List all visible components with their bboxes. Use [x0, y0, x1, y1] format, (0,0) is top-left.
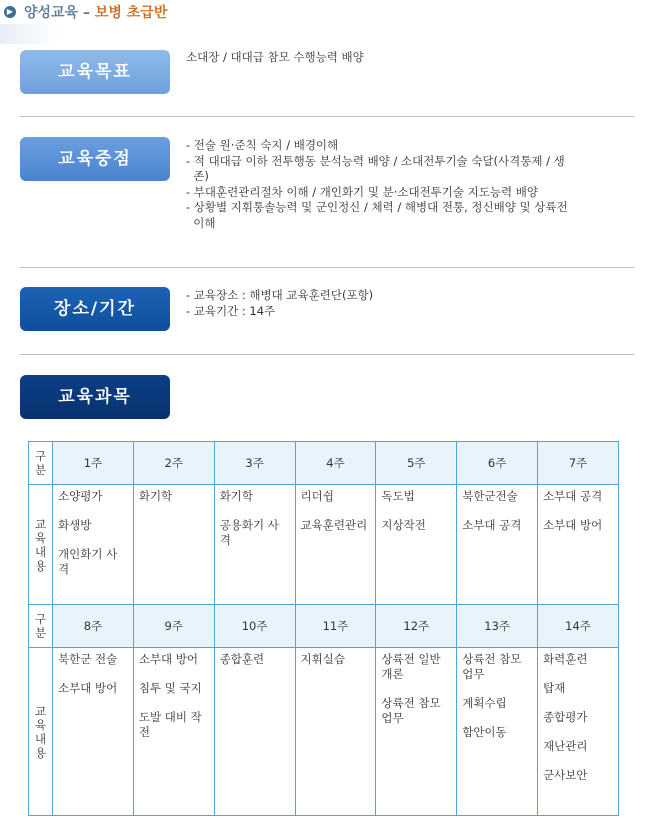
row-header-label: 구분 — [29, 605, 53, 648]
course-item: 상륙전 참모업무 — [462, 652, 522, 681]
course-item: 지휘실습 — [300, 652, 345, 666]
course-item: 공용화기 사격 — [219, 518, 279, 547]
place-line: - 교육기간 : 14주 — [186, 303, 276, 318]
week-cell: 10주 — [214, 605, 295, 648]
week-cell: 13주 — [457, 605, 538, 648]
focus-line: - 부대훈련관리절차 이해 / 개인화기 및 분·소대전투기술 지도능력 배양 — [186, 184, 538, 199]
content-cell — [538, 485, 619, 605]
content-cell — [376, 648, 457, 816]
content-row — [29, 648, 619, 816]
course-item: 종합훈련 — [219, 652, 265, 666]
header-decoration — [0, 24, 60, 44]
header-bullet-icon: ▶ — [4, 6, 16, 18]
week-cell: 6주 — [457, 442, 538, 485]
week-cell: 1주 — [53, 442, 134, 485]
divider — [20, 267, 634, 268]
title-main: 양성교육 — [24, 5, 79, 21]
content-cell — [53, 485, 134, 605]
course-item: 화생방 — [58, 518, 92, 532]
course-item: 상륙전 일반개론 — [381, 652, 441, 681]
week-cell: 4주 — [295, 442, 376, 485]
week-header-row — [29, 442, 619, 485]
content-cell — [376, 485, 457, 605]
course-item: 소부대 공격 — [462, 518, 522, 532]
course-item: 침투 및 국지 — [138, 681, 202, 695]
course-item: 소부대 방어 — [58, 681, 118, 695]
page-title — [24, 2, 167, 22]
week-cell: 12주 — [376, 605, 457, 648]
content-cell — [457, 648, 538, 816]
content-row-label: 교육내용 — [29, 485, 53, 605]
content-row — [29, 485, 619, 605]
title-subtitle: 보병 초급반 — [94, 5, 168, 21]
course-item: 소양평가 — [58, 489, 103, 503]
place-text — [186, 288, 373, 319]
goal-label: 교육목표 — [20, 50, 170, 94]
course-item: 리더쉽 — [300, 489, 334, 503]
focus-text — [186, 138, 568, 231]
content-cell — [133, 648, 214, 816]
week-cell: 11주 — [295, 605, 376, 648]
content-cell — [295, 648, 376, 816]
content-cell — [53, 648, 134, 816]
course-item: 도발 대비 작전 — [138, 710, 202, 739]
week-cell: 8주 — [53, 605, 134, 648]
goal-line: 소대장 / 대대급 참모 수행능력 배양 — [186, 50, 364, 64]
course-item: 지상작전 — [381, 518, 426, 532]
content-cell — [295, 485, 376, 605]
week-cell: 5주 — [376, 442, 457, 485]
divider — [20, 116, 634, 117]
course-item: 독도법 — [381, 489, 415, 503]
focus-line: - 적 대대급 이하 전투행동 분석능력 배양 / 소대전투기술 숙달(사격통제 / 생 — [186, 153, 565, 168]
content-cell — [538, 648, 619, 816]
week-cell: 2주 — [133, 442, 214, 485]
focus-label: 교육중점 — [20, 137, 170, 181]
course-schedule-table — [28, 441, 619, 816]
course-item: 계획수립 — [462, 696, 507, 710]
week-cell: 3주 — [214, 442, 295, 485]
course-item: 재난관리 — [543, 739, 588, 753]
week-header-row — [29, 605, 619, 648]
courses-label: 교육과목 — [20, 375, 170, 419]
focus-line: 이해 — [186, 215, 216, 230]
week-cell: 14주 — [538, 605, 619, 648]
course-item: 북한군전술 — [462, 489, 518, 503]
course-item: 화기학 — [219, 489, 254, 503]
content-cell — [214, 648, 295, 816]
course-item: 소부대 공격 — [543, 489, 603, 503]
content-cell — [133, 485, 214, 605]
course-item: 함안이동 — [462, 725, 507, 739]
course-item: 군사보안 — [543, 768, 588, 782]
row-header-label: 구분 — [29, 442, 53, 485]
content-cell — [214, 485, 295, 605]
course-item: 소부대 방어 — [543, 518, 603, 532]
focus-line: - 전술 원·준칙 숙지 / 배경이해 — [186, 138, 339, 152]
course-item: 개인화기 사격 — [58, 547, 118, 576]
week-cell: 7주 — [538, 442, 619, 485]
place-line: - 교육장소 : 해병대 교육훈련단(포항) — [186, 288, 374, 302]
week-cell: 9주 — [133, 605, 214, 648]
content-cell — [457, 485, 538, 605]
focus-line: 존) — [186, 169, 209, 183]
course-item: 화력훈련 — [543, 652, 588, 666]
page-header — [0, 0, 645, 48]
title-separator: – — [82, 5, 90, 21]
place-label: 장소/기간 — [20, 287, 170, 331]
content-row-label: 교육내용 — [29, 648, 53, 816]
course-item: 종합평가 — [543, 710, 588, 724]
course-item: 화기학 — [138, 489, 173, 503]
course-item: 탑재 — [543, 681, 566, 695]
focus-line: - 상황별 지휘통솔능력 및 군인정신 / 체력 / 해병대 전통, 정신배양 및 상륙전 — [186, 200, 568, 214]
course-item: 상륙전 참모업무 — [381, 696, 441, 725]
course-item: 북한군 전술 — [58, 652, 118, 666]
course-item: 소부대 방어 — [138, 652, 199, 666]
divider — [20, 354, 634, 355]
course-item: 교육훈련관리 — [300, 518, 368, 532]
goal-text — [186, 50, 364, 66]
